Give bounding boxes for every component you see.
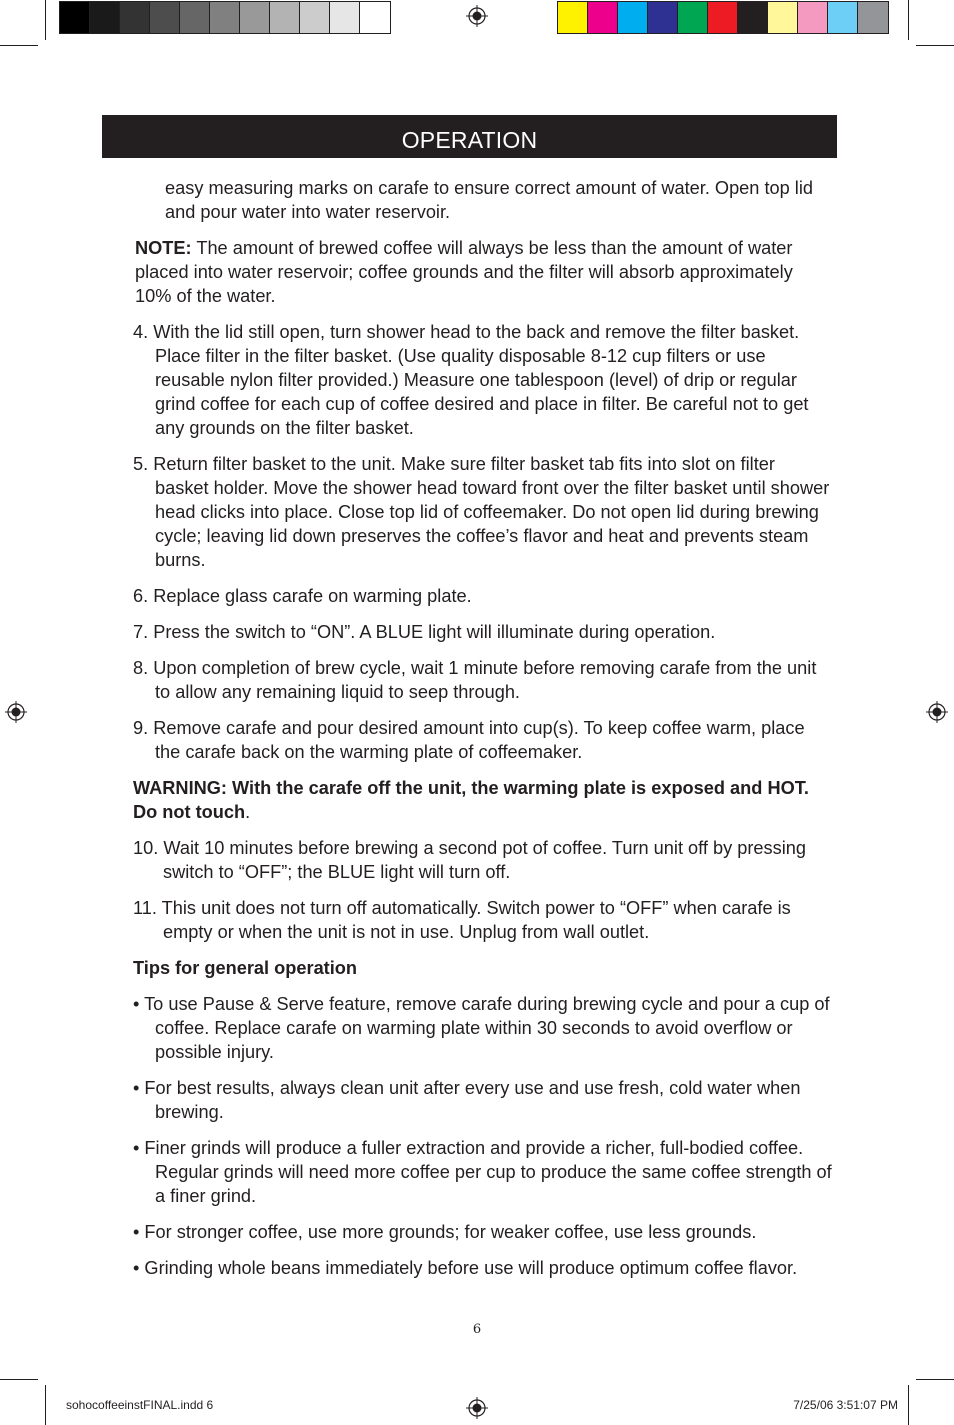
note-label: NOTE: [135,238,192,258]
color-swatch [858,2,888,33]
crop-mark [908,1385,909,1425]
color-swatch [588,2,618,33]
tip-item: • For best results, always clean unit after every use and use fresh, cold water when brewing. [133,1078,801,1122]
color-swatch [558,2,588,33]
color-swatch [738,2,768,33]
step-10: 10. Wait 10 minutes before brewing a second pot of coffee. Turn unit off by pressing switch to “OFF”; the BLUE light will turn off. [133,838,806,882]
color-swatch [90,2,120,33]
color-swatch [150,2,180,33]
color-swatch [210,2,240,33]
step-11: 11. This unit does not turn off automatically. Switch power to “OFF” when carafe is empty or when the unit is not in use. Unplug from wall outlet. [133,898,791,942]
crop-mark [45,0,46,40]
crop-mark [908,0,909,40]
tip-item: • Finer grinds will produce a fuller extraction and provide a richer, full-bodied coffee. Regular grinds will need more coffee per cup to produce the same coffee strength of a finer grind. [133,1138,832,1206]
color-swatch [360,2,390,33]
grayscale-color-bar [59,1,391,34]
color-swatch [828,2,858,33]
warning-period: . [245,802,251,822]
intro-paragraph: easy measuring marks on carafe to ensure correct amount of water. Open top lid and pour water into water reservoir. [165,178,814,222]
page-number: 6 [472,1322,482,1337]
color-swatch [708,2,738,33]
registration-mark-icon [466,5,488,27]
step-7: 7. Press the switch to “ON”. A BLUE light will illuminate during operation. [133,622,716,642]
color-swatch [300,2,330,33]
crop-mark [916,1379,954,1380]
slug-filename: sohocoffeeinstFINAL.indd 6 [66,1398,214,1412]
color-swatch [798,2,828,33]
step-4: 4. With the lid still open, turn shower head to the back and remove the filter basket. Place filter in the filter basket. (Use quality disposable 8-12 cup filters or use reusable nylon filter provided.) Measure one tablespoon (level) of drip or regular grind coffee for each cup of coffee desired and place in filter. Be careful not to get any grounds on the filter basket. [133,322,809,438]
registration-mark-icon [466,1397,488,1419]
step-6: 6. Replace glass carafe on warming plate. [133,586,472,606]
note-text: The amount of brewed coffee will always be less than the amount of water placed into water reservoir; coffee grounds and the filter will absorb approximately 10% of the water. [135,238,793,306]
color-swatch [618,2,648,33]
tips-heading: Tips for general operation [133,958,358,978]
step-8: 8. Upon completion of brew cycle, wait 1 minute before removing carafe from the unit to allow any remaining liquid to seep through. [133,658,817,702]
color-swatch [60,2,90,33]
color-swatch [240,2,270,33]
crop-mark [916,45,954,46]
note-paragraph [133,236,833,308]
process-color-bar [557,1,889,34]
color-swatch [330,2,360,33]
color-swatch [120,2,150,33]
instructions-body [133,176,833,1292]
warning-text: WARNING: With the carafe off the unit, the warming plate is exposed and HOT. Do not touch [133,778,809,822]
section-header: OPERATION [102,115,837,158]
warning-paragraph [133,776,833,824]
registration-mark-icon [926,701,948,723]
step-5: 5. Return filter basket to the unit. Make sure filter basket tab fits into slot on filter basket holder. Move the shower head toward front over the filter basket until shower head clicks into place. Close top lid of coffeemaker. Do not open lid during brewing cycle; leaving lid down preserves the coffee’s flavor and heat and prevents steam burns. [133,454,830,570]
step-9: 9. Remove carafe and pour desired amount into cup(s). To keep coffee warm, place the carafe back on the warming plate of coffeemaker. [133,718,805,762]
color-swatch [678,2,708,33]
color-swatch [648,2,678,33]
slug-timestamp: 7/25/06 3:51:07 PM [793,1398,898,1412]
color-swatch [768,2,798,33]
tip-item: • Grinding whole beans immediately before use will produce optimum coffee flavor. [133,1258,798,1278]
tip-item: • For stronger coffee, use more grounds; for weaker coffee, use less grounds. [133,1222,757,1242]
crop-mark [0,45,38,46]
color-swatch [180,2,210,33]
tip-item: • To use Pause & Serve feature, remove carafe during brewing cycle and pour a cup of coffee. Replace carafe on warming plate within 30 seconds to avoid overflow or possible injury. [133,994,830,1062]
registration-mark-icon [5,701,27,723]
crop-mark [45,1385,46,1425]
color-swatch [270,2,300,33]
crop-mark [0,1379,38,1380]
